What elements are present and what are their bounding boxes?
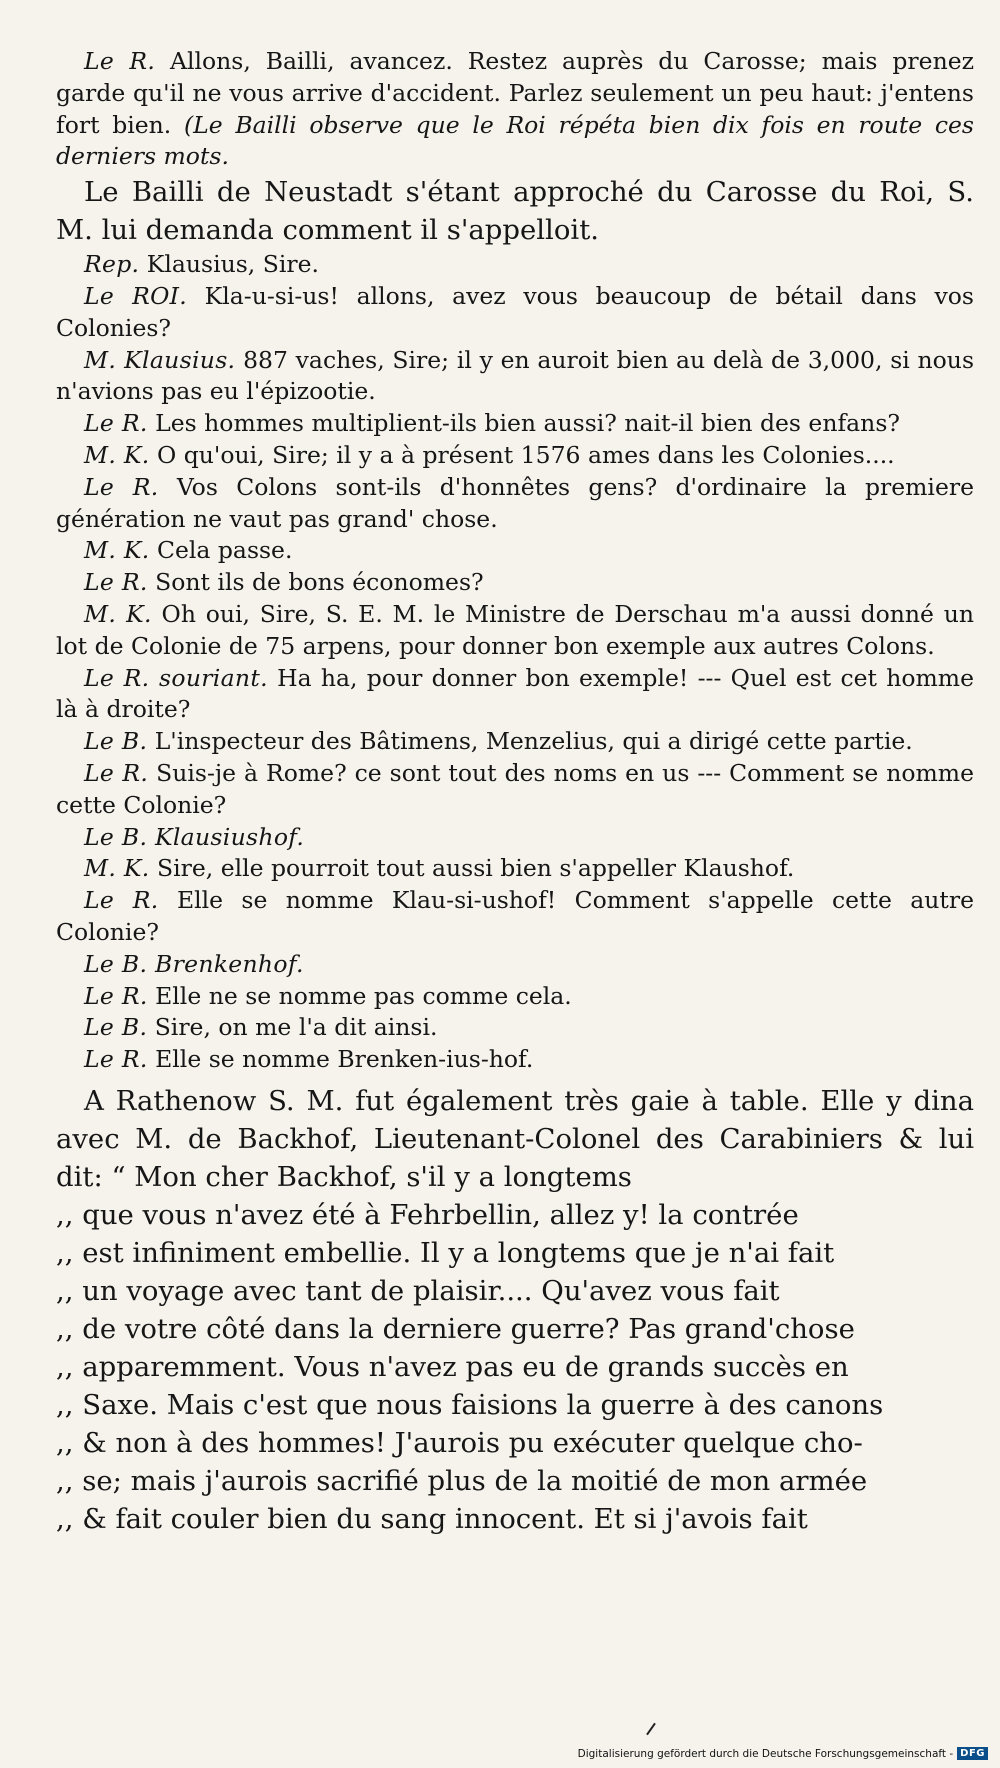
dialogue-line xyxy=(56,440,974,472)
speaker: Le ROI. xyxy=(84,281,187,310)
quote-line: ,, est infiniment embellie. Il y a longtems que je n'ai fait xyxy=(56,1236,835,1269)
dialogue-line xyxy=(56,599,974,663)
line-text: L'inspecteur des Bâtimens, Menzelius, qui a dirigé cette partie. xyxy=(147,727,913,756)
dialogue-line xyxy=(56,853,974,885)
dialogue-line xyxy=(56,345,974,409)
line-text: Ha ha, pour donner bon exemple! --- Quel est cet homme là à droite? xyxy=(56,663,974,724)
line-text: Kla-u-si-us! allons, avez vous beaucoup de bétail dans vos Colonies? xyxy=(56,281,974,342)
line-text: Oh oui, Sire, S. E. M. le Ministre de Derschau m'a aussi donné un lot de Colonie de 75 arpens, pour donner bon exemple aux autres Colons. xyxy=(56,599,974,660)
dialogue-line xyxy=(56,726,974,758)
line-text: Allons, Bailli, avancez. Restez auprès du Carosse; mais prenez garde qu'il ne vous arrive d'accident. Parlez seulement un peu haut: j'entens fort bien. xyxy=(56,47,974,139)
speaker: M. Klausius. xyxy=(84,345,236,374)
dialogue-line xyxy=(56,885,974,949)
quote-line: ,, se; mais j'aurois sacrifié plus de la moitié de mon armée xyxy=(56,1464,868,1497)
quote-line: ,, que vous n'avez été à Fehrbellin, allez y! la contrée xyxy=(56,1198,799,1231)
speaker: M. K. xyxy=(84,599,152,628)
line-text: Suis-je à Rome? ce sont tout des noms en us --- Comment se nomme cette Colonie? xyxy=(56,758,974,819)
dialogue-line xyxy=(56,1012,974,1044)
dialogue-line xyxy=(56,758,974,822)
speaker: Le R. souriant. xyxy=(84,663,268,692)
speaker: Le R. xyxy=(84,981,148,1010)
dialogue-line xyxy=(56,949,974,981)
line-text: 887 vaches, Sire; il y en auroit bien au delà de 3,000, si nous n'avions pas eu l'épizootie. xyxy=(56,345,974,406)
dialogue-line xyxy=(56,472,974,536)
line-text: Elle ne se nomme pas comme cela. xyxy=(147,981,572,1010)
quote-line: ,, de votre côté dans la derniere guerre? Pas grand'chose xyxy=(56,1312,855,1345)
quote-line: ,, & non à des hommes! J'aurois pu exécuter quelque cho- xyxy=(56,1426,863,1459)
speaker: Le R. xyxy=(84,568,148,597)
dialogue-line xyxy=(56,981,974,1013)
speaker: Le R. xyxy=(84,758,149,787)
speaker: Le B. xyxy=(84,1013,148,1042)
speaker: M. K. xyxy=(84,854,150,883)
speaker: Le B. xyxy=(84,727,148,756)
quote-line: ,, Saxe. Mais c'est que nous faisions la guerre à des canons xyxy=(56,1388,884,1421)
line-text: Klausius, Sire. xyxy=(139,250,319,279)
quote-line: ,, & fait couler bien du sang innocent. Et si j'avois fait xyxy=(56,1502,808,1535)
speaker: Le B. xyxy=(84,949,148,978)
line-text: Les hommes multiplient-ils bien aussi? nait-il bien des enfans? xyxy=(147,409,900,438)
narrative-paragraph: Le Bailli de Neustadt s'étant approché du Carosse du Roi, S. M. lui demanda comment il s'appelloit. xyxy=(56,176,974,247)
dialogue-line xyxy=(56,822,974,854)
dialogue-line xyxy=(56,567,974,599)
rathenow-paragraph: A Rathenow S. M. fut également très gaie à table. Elle y dina avec M. de Backhof, Lieutenant-Colonel des Carabiniers & lui dit: “ Mon cher Backhof, s'il y a longtems xyxy=(56,1084,974,1193)
line-text: Sire, on me l'a dit ainsi. xyxy=(147,1013,438,1042)
line-text: Elle se nomme Brenken-ius-hof. xyxy=(147,1045,534,1074)
line-note: (Le Bailli observe que le Roi répéta bien dix fois en route ces derniers mots. xyxy=(56,110,974,171)
dialogue-line xyxy=(56,535,974,567)
speaker: Rep. xyxy=(84,250,140,279)
speaker: Le B. xyxy=(84,822,148,851)
line-text: Sont ils de bons économes? xyxy=(147,568,484,597)
speaker: Le R. xyxy=(84,409,148,438)
line-text: Brenkenhof. xyxy=(147,949,304,978)
digitization-footer xyxy=(578,1747,988,1760)
dfg-logo: DFG xyxy=(957,1747,988,1760)
line-text: Sire, elle pourroit tout aussi bien s'appeller Klaushof. xyxy=(149,854,795,883)
dialogue-line xyxy=(56,663,974,727)
page-text xyxy=(56,46,974,1538)
line-text: Vos Colons sont-ils d'honnêtes gens? d'ordinaire la premiere génération ne vaut pas grand' chose. xyxy=(56,472,975,533)
dialogue-line xyxy=(56,249,974,281)
dialogue-line xyxy=(56,1044,974,1076)
quote-line: ,, apparemment. Vous n'avez pas eu de grands succès en xyxy=(56,1350,849,1383)
quote-line: ,, un voyage avec tant de plaisir.... Qu'avez vous fait xyxy=(56,1274,780,1307)
line-text: Elle se nomme Klau-si-ushof! Comment s'appelle cette autre Colonie? xyxy=(56,886,974,946)
line-text: Cela passe. xyxy=(149,536,293,565)
line-text: O qu'oui, Sire; il y a à présent 1576 ames dans les Colonies.... xyxy=(149,440,895,469)
dialogue-line xyxy=(56,46,974,173)
line-text: Klausiushof. xyxy=(147,822,305,851)
footer-credit: Digitalisierung gefördert durch die Deutsche Forschungsgemeinschaft - xyxy=(577,1747,954,1760)
speaker: Le R. xyxy=(84,1045,148,1074)
speaker: Le R. xyxy=(84,886,159,915)
speaker: Le R. xyxy=(84,47,156,75)
speaker: M. K. xyxy=(84,440,150,469)
speaker: Le R. xyxy=(84,472,159,501)
dialogue-line xyxy=(56,408,974,440)
dialogue-line xyxy=(56,281,974,345)
speaker: M. K. xyxy=(84,536,150,565)
